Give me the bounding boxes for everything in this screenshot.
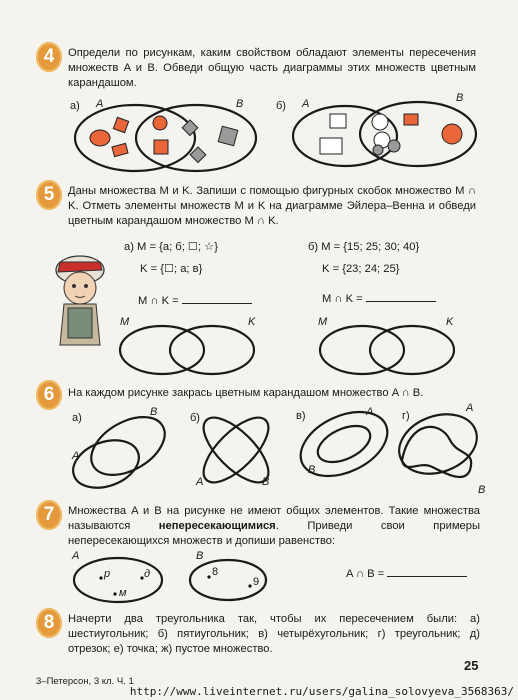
task-5a-set-m-label: M bbox=[120, 316, 130, 328]
source-url[interactable]: http://www.liveinternet.ru/users/galina_solovyeva_3568363/ bbox=[129, 685, 514, 698]
task-5-number: 5 bbox=[36, 180, 62, 210]
task-6d-set-b: B bbox=[478, 484, 486, 496]
task-4a-set-b-label: B bbox=[236, 98, 244, 110]
task-4a-set-a-label: A bbox=[96, 98, 104, 110]
task-5a-set-k-label: K bbox=[248, 316, 256, 328]
task-6a-set-a: A bbox=[72, 450, 80, 462]
task-4-label-b: б) bbox=[276, 100, 286, 112]
task-7-elem-8: 8 bbox=[212, 566, 219, 578]
task-7-equation: A ∩ B = bbox=[346, 566, 496, 582]
task-6b-set-b: B bbox=[262, 476, 270, 488]
task-5b-set-k: K = {23; 24; 25} bbox=[322, 263, 400, 275]
task-5b-intersection: M ∩ K = bbox=[322, 291, 462, 307]
task-6-label-b: б) bbox=[190, 412, 200, 424]
footer-text: 3–Петерсон, 3 кл. Ч. 1 bbox=[36, 676, 134, 687]
page-number: 25 bbox=[464, 658, 479, 673]
task-4b-set-b-label: B bbox=[456, 92, 464, 104]
task-5b-set-m: б) M = {15; 25; 30; 40} bbox=[308, 241, 420, 253]
task-6c-set-a: A bbox=[366, 406, 374, 418]
task-7-text: Множества A и B на рисунке не имеют общих элементов. Такие множества называются непересекающимися. Приведи свои примеры непересекающихся множеств и допиши равенство: bbox=[68, 505, 481, 547]
task-6-number: 6 bbox=[36, 380, 62, 410]
task-7-elem-d: д bbox=[144, 568, 151, 580]
task-6a-set-b: B bbox=[150, 406, 158, 418]
task-6d-set-a: A bbox=[466, 402, 474, 414]
task-6-text: На каждом рисунке закрась цветным карандашом множество A ∩ B. bbox=[68, 387, 424, 399]
task-6c-set-b: B bbox=[308, 464, 316, 476]
task-5b-set-m-label: M bbox=[318, 316, 328, 328]
task-7-term: непересекающимися bbox=[158, 520, 276, 532]
task-5-text: Даны множества M и K. Запиши с помощью фигурных скобок множество M ∩ K. Отметь элементы множеств M и K на диаграмме Эйлера–Венна и обведи цветным карандашом множество M ∩ K. bbox=[68, 185, 476, 227]
task-5b-answer-line[interactable] bbox=[366, 291, 436, 302]
task-5a-set-m: а) M = {а; б; ☐; ☆} bbox=[124, 241, 218, 253]
task-8-number: 8 bbox=[36, 608, 62, 638]
task-6-label-a: а) bbox=[72, 412, 82, 424]
task-5a-answer-line[interactable] bbox=[182, 293, 252, 304]
task-7-elem-9: 9 bbox=[253, 576, 260, 588]
task-7-elem-m: м bbox=[119, 587, 127, 599]
task-4-number: 4 bbox=[36, 42, 62, 72]
task-8-text: Начерти два треугольника так, чтобы их пересечением были: а) шестиугольник; б) пятиугольник; в) четырёхугольник; г) треугольник; д) отрезок; е) точка; ж) пустое множество. bbox=[68, 613, 480, 655]
task-6-label-d: г) bbox=[402, 410, 410, 422]
task-7-set-b-label: B bbox=[196, 550, 204, 562]
task-6-label-c: в) bbox=[296, 410, 306, 422]
task-5b-set-k-label: K bbox=[446, 316, 454, 328]
task-5a-intersection: M ∩ K = bbox=[138, 293, 278, 309]
task-7-answer-line[interactable] bbox=[387, 566, 467, 577]
task-5a-set-k: K = {☐; а; в} bbox=[140, 263, 203, 275]
task-4-text: Определи по рисункам, каким свойством обладают элементы пересечения множеств A и B. Обведи общую часть диаграммы этих множеств цветным карандашом. bbox=[68, 47, 476, 89]
task-4b-set-a-label: A bbox=[302, 98, 310, 110]
task-4-label-a: а) bbox=[70, 100, 80, 112]
task-7-set-a-label: A bbox=[72, 550, 80, 562]
task-7-elem-p: р bbox=[104, 568, 111, 580]
task-7-number: 7 bbox=[36, 500, 62, 530]
task-6b-set-a: A bbox=[196, 476, 204, 488]
